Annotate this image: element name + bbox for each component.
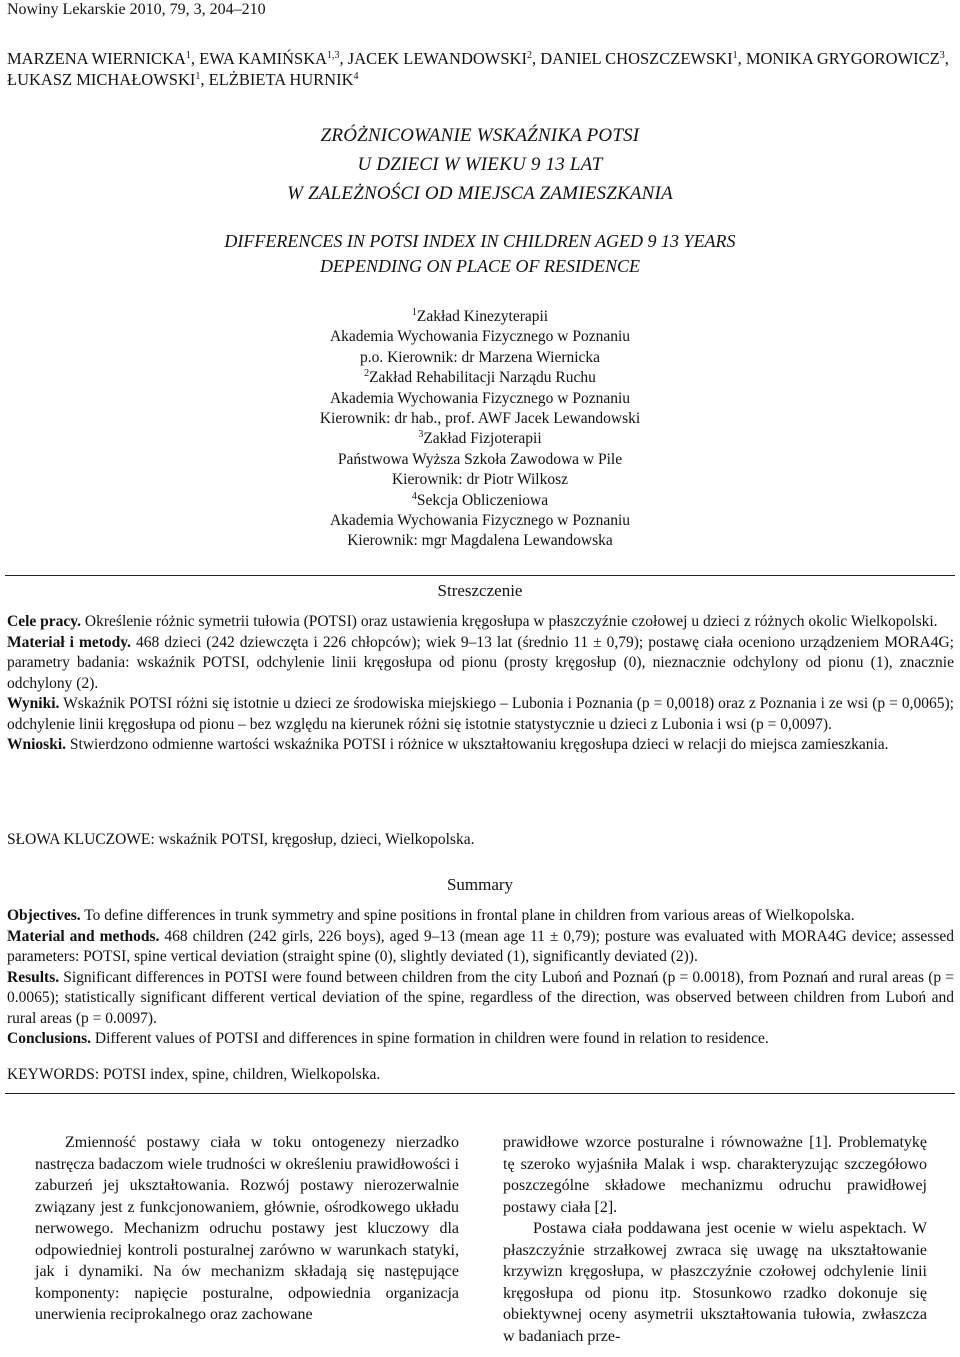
- title-line: W ZALEŻNOŚCI OD MIEJSCA ZAMIESZKANIA: [287, 183, 673, 204]
- abstract-text: Wskaźnik POTSI różni się istotnie u dzieci ze środowiska miejskiego – Lubonia i Poznania (p = 0,0018) oraz z Poznania i ze wsi (p = 0,0065); odchylenie linii kręgosłupa od pionu – bez względu na kierunek różni się istotnie statystycznie u dzieci z Lubonia i wsi (p = 0,0097).: [7, 695, 954, 733]
- abstract-text: Stwierdzono odmienne wartości wskaźnika POTSI i różnice w ukształtowaniu kręgosłupa dzieci w relacji do miejsca zamieszkania.: [66, 736, 889, 753]
- author-list: MARZENA WIERNICKA$^1$, EWA KAMIŃSKA$^{1,3}$, JACEK LEWANDOWSKI$^2$, DANIEL CHOSZCZEWSKI$^1$, MONIKA GRYGOROWICZ$^3$, ŁUKASZ MICHAŁOWSKI$^1$, ELŻBIETA HURNIK$^4$: [7, 49, 949, 89]
- affiliation-head: p.o. Kierownik: dr Marzena Wiernicka: [359, 348, 601, 366]
- abstract-label: Material and methods.: [7, 927, 160, 945]
- affiliations: [0, 307, 960, 552]
- author: ŁUKASZ MICHAŁOWSKI: [7, 70, 196, 89]
- author-affiliation-marker: 1: [732, 50, 738, 61]
- abstract-text: Określenie różnic symetrii tułowia (POTSI) oraz ustawienia kręgosłupa w płaszczyźnie czołowej u dzieci z różnych okolic Wielkopolski.: [81, 613, 938, 630]
- author: MONIKA GRYGOROWICZ: [745, 49, 940, 68]
- affiliation-head: Kierownik: mgr Magdalena Lewandowska: [347, 532, 613, 550]
- affiliation-institution: Akademia Wychowania Fizycznego w Poznaniu: [329, 328, 631, 346]
- body-column-right: [503, 1132, 927, 1347]
- affiliation-marker: 2: [364, 368, 370, 380]
- body-paragraph: Zmienność postawy ciała w toku ontogenezy nierzadko nastręcza badaczom wiele trudności w określeniu prawidłowości i zaburzeń jej ukształtowania. Rozwój postawy nierozerwalnie związany jest z funkcjonowaniem, głównie, ośrodkowego układu nerwowego. Mechanizm odruchu postawy jest kluczowy dla odpowiedniej kontroli posturalnej zarówno w warunkach statyki, jak i dynamiki. Na ów mechanizm składają się następujące komponenty: napięcie posturalne, odpowiednia organizacja unerwienia reciprokalnego oraz zachowane: [35, 1134, 459, 1323]
- body-paragraph: prawidłowe wzorce posturalne i równoważne [1]. Problematykę tę szeroko wyjaśniła Malak i wsp. charakteryzując szczegółowo poszczególne składowe mechanizmu odruchu prawidłowej postawy ciała [2].: [503, 1134, 927, 1216]
- abstract-label: Objectives.: [7, 907, 81, 924]
- abstract-paragraph: [7, 927, 954, 968]
- summary-heading: Summary: [446, 875, 514, 894]
- title-line: ZRÓŻNICOWANIE WSKAŹNIKA POTSI: [320, 125, 640, 146]
- abstract-paragraph: [7, 735, 954, 756]
- abstract-paragraph: [7, 633, 954, 695]
- affiliation-head: Kierownik: dr Piotr Wilkosz: [391, 471, 569, 489]
- author: EWA KAMIŃSKA: [199, 49, 328, 68]
- abstract-label: Results.: [7, 968, 60, 986]
- abstract-paragraph: [7, 694, 954, 735]
- title-english: [0, 229, 960, 279]
- author-affiliation-marker: 4: [353, 71, 359, 82]
- divider: [5, 575, 955, 576]
- author-affiliation-marker: 1: [195, 71, 201, 82]
- title-polish: [0, 121, 960, 208]
- title-line: DEPENDING ON PLACE OF RESIDENCE: [320, 256, 640, 276]
- streszczenie-body: [7, 612, 954, 756]
- abstract-text: 468 dzieci (242 dziewczęta i 226 chłopców); wiek 9–13 lat (średnio 11 ± 0,79); postawę ciała oceniono urządzeniem MORA4G; parametry badania: wskaźnik POTSI, odchylenie linii kręgosłupa od pionu (prosty kręgosłup (0), nieznacznie odchylony od pionu (1), znacznie odchylony (2).: [7, 633, 954, 692]
- abstract-label: Cele pracy.: [7, 613, 82, 630]
- author: ELŻBIETA HURNIK: [208, 70, 354, 89]
- affiliation-marker: 3: [418, 429, 424, 441]
- affiliation-institution: Państwowa Wyższa Szkoła Zawodowa w Pile: [337, 450, 623, 468]
- abstract-label: Wyniki.: [7, 695, 60, 712]
- affiliation-unit: Sekcja Obliczeniowa: [416, 491, 549, 509]
- author: MARZENA WIERNICKA: [7, 49, 186, 68]
- abstract-paragraph: [7, 612, 954, 633]
- title-line: U DZIECI W WIEKU 9 13 LAT: [357, 154, 603, 175]
- divider: [5, 1093, 955, 1094]
- abstract-paragraph: [7, 968, 954, 1030]
- author-affiliation-marker: 3: [939, 50, 945, 61]
- abstract-text: Different values of POTSI and differences in spine formation in children were found in relation to residence.: [91, 1030, 769, 1047]
- abstract-text: Significant differences in POTSI were found between children from the city Luboń and Poznań (p = 0.0018), from Poznań and rural areas (p = 0.0065); statistically significant different vertical deviation of the spine, regardless of the direction, was observed between children from Luboń and rural areas (p = 0.0097).: [7, 968, 954, 1027]
- author: DANIEL CHOSZCZEWSKI: [540, 49, 733, 68]
- title-line: DIFFERENCES IN POTSI INDEX IN CHILDREN AGED 9 13 YEARS: [224, 231, 736, 251]
- author: JACEK LEWANDOWSKI: [347, 49, 527, 68]
- author-affiliation-marker: 2: [526, 50, 532, 61]
- affiliation-institution: Akademia Wychowania Fizycznego w Poznaniu: [329, 512, 631, 530]
- author-affiliation-marker: 1: [185, 50, 191, 61]
- abstract-text: To define differences in trunk symmetry and spine positions in frontal plane in children from various areas of Wielkopolska.: [80, 907, 855, 924]
- affiliation-marker: 4: [411, 490, 417, 502]
- abstract-paragraph: [7, 906, 954, 927]
- author-affiliation-marker: 1,3: [327, 50, 340, 61]
- journal-reference: Nowiny Lekarskie 2010, 79, 3, 204–210: [7, 1, 266, 18]
- affiliation-head: Kierownik: dr hab., prof. AWF Jacek Lewandowski: [319, 410, 641, 428]
- affiliation-unit: Zakład Rehabilitacji Narządu Ruchu: [369, 369, 596, 387]
- streszczenie-heading: Streszczenie: [437, 581, 523, 600]
- affiliation-marker: 1: [411, 307, 417, 318]
- body-paragraph: Postawa ciała poddawana jest ocenie w wielu aspektach. W płaszczyźnie strzałkowej zwraca się uwagę na ukształtowanie krzywizn kręgosłupa, w płaszczyźnie czołowej odchylenie linii kręgosłupa od pionu itp. Stosunkowo rzadko dokonuje się obiektywnej oceny asymetrii ukształtowania tułowia, zwłaszcza w badaniach prze-: [503, 1220, 927, 1345]
- summary-body: [7, 906, 954, 1050]
- abstract-label: Wnioski.: [7, 736, 67, 753]
- abstract-label: Conclusions.: [7, 1030, 91, 1047]
- affiliation-institution: Akademia Wychowania Fizycznego w Poznaniu: [329, 389, 631, 407]
- abstract-label: Materiał i metody.: [7, 633, 132, 651]
- abstract-paragraph: [7, 1029, 954, 1050]
- keywords-english: KEYWORDS: POTSI index, spine, children, Wielkopolska.: [7, 1066, 381, 1083]
- affiliation-unit: Zakład Fizjoterapii: [423, 430, 542, 448]
- affiliation-unit: Zakład Kinezyterapii: [416, 308, 549, 325]
- body-column-left: [35, 1132, 459, 1326]
- keywords-polish: SŁOWA KLUCZOWE: wskaźnik POTSI, kręgosłup, dzieci, Wielkopolska.: [7, 831, 475, 848]
- abstract-text: 468 children (242 girls, 226 boys), aged 9–13 (mean age 11 ± 0,79); posture was evaluated with MORA4G device; assessed parameters: POTSI, spine vertical deviation (straight spine (0), slightly deviated (1), significantly deviated (2)).: [7, 927, 955, 965]
